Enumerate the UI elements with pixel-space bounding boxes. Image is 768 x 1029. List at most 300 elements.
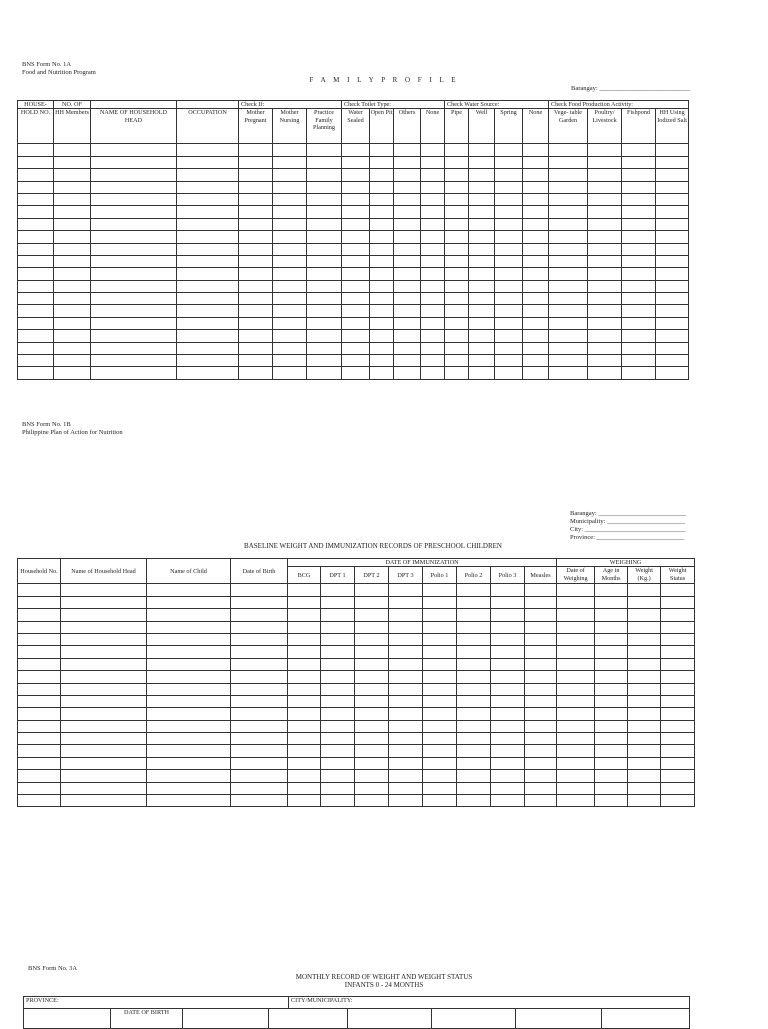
table-cell[interactable]: [370, 255, 394, 267]
table-cell[interactable]: [469, 305, 495, 317]
table-cell[interactable]: [495, 144, 523, 156]
table-cell[interactable]: [273, 367, 307, 379]
table-cell[interactable]: [307, 355, 342, 367]
table-cell[interactable]: [557, 720, 595, 732]
table-cell[interactable]: [445, 255, 469, 267]
table-cell[interactable]: [389, 633, 423, 645]
table-cell[interactable]: [469, 193, 495, 205]
table-cell[interactable]: [421, 293, 445, 305]
table-cell[interactable]: [273, 330, 307, 342]
table-cell[interactable]: [177, 293, 239, 305]
table-cell[interactable]: [423, 621, 457, 633]
table-cell[interactable]: [273, 342, 307, 354]
table-cell[interactable]: [423, 720, 457, 732]
table-cell[interactable]: [288, 671, 321, 683]
table-cell[interactable]: [622, 169, 656, 181]
table-cell[interactable]: [147, 695, 231, 707]
table-cell[interactable]: [491, 782, 525, 794]
table-cell[interactable]: [549, 231, 588, 243]
table-cell[interactable]: [495, 193, 523, 205]
table-cell[interactable]: [622, 144, 656, 156]
table-cell[interactable]: [147, 795, 231, 807]
table-cell[interactable]: [370, 169, 394, 181]
table-cell[interactable]: [421, 317, 445, 329]
table-cell[interactable]: [656, 255, 689, 267]
table-cell[interactable]: [288, 621, 321, 633]
table-cell[interactable]: [628, 584, 661, 596]
table-cell[interactable]: [457, 795, 491, 807]
table-cell[interactable]: [595, 596, 628, 608]
table-cell[interactable]: [469, 156, 495, 168]
table-cell[interactable]: [457, 708, 491, 720]
form3a-cell[interactable]: [432, 1009, 516, 1029]
table-cell[interactable]: [423, 782, 457, 794]
table-cell[interactable]: [231, 695, 288, 707]
table-cell[interactable]: [147, 633, 231, 645]
table-cell[interactable]: [557, 621, 595, 633]
table-cell[interactable]: [549, 218, 588, 230]
table-cell[interactable]: [18, 330, 54, 342]
table-cell[interactable]: [491, 720, 525, 732]
table-cell[interactable]: [394, 156, 421, 168]
table-cell[interactable]: [389, 658, 423, 670]
table-cell[interactable]: [423, 609, 457, 621]
table-cell[interactable]: [355, 695, 389, 707]
table-cell[interactable]: [661, 770, 695, 782]
table-cell[interactable]: [469, 293, 495, 305]
table-cell[interactable]: [54, 156, 91, 168]
table-cell[interactable]: [370, 342, 394, 354]
table-cell[interactable]: [18, 646, 61, 658]
table-cell[interactable]: [622, 243, 656, 255]
table-cell[interactable]: [445, 293, 469, 305]
table-cell[interactable]: [18, 181, 54, 193]
table-cell[interactable]: [273, 305, 307, 317]
table-cell[interactable]: [355, 596, 389, 608]
table-cell[interactable]: [18, 621, 61, 633]
table-cell[interactable]: [557, 609, 595, 621]
table-cell[interactable]: [389, 596, 423, 608]
table-cell[interactable]: [557, 782, 595, 794]
table-cell[interactable]: [307, 305, 342, 317]
table-cell[interactable]: [231, 671, 288, 683]
table-cell[interactable]: [61, 584, 147, 596]
table-cell[interactable]: [54, 255, 91, 267]
table-cell[interactable]: [370, 243, 394, 255]
table-cell[interactable]: [525, 695, 557, 707]
table-cell[interactable]: [525, 621, 557, 633]
table-cell[interactable]: [457, 646, 491, 658]
table-cell[interactable]: [469, 255, 495, 267]
table-cell[interactable]: [389, 609, 423, 621]
table-cell[interactable]: [54, 144, 91, 156]
table-cell[interactable]: [445, 169, 469, 181]
table-cell[interactable]: [557, 584, 595, 596]
table-cell[interactable]: [18, 243, 54, 255]
table-cell[interactable]: [321, 683, 355, 695]
table-cell[interactable]: [557, 695, 595, 707]
table-cell[interactable]: [421, 218, 445, 230]
table-cell[interactable]: [495, 255, 523, 267]
table-cell[interactable]: [523, 255, 549, 267]
table-cell[interactable]: [231, 596, 288, 608]
table-cell[interactable]: [321, 621, 355, 633]
table-cell[interactable]: [588, 317, 622, 329]
table-cell[interactable]: [342, 169, 370, 181]
table-cell[interactable]: [61, 770, 147, 782]
table-cell[interactable]: [549, 243, 588, 255]
table-cell[interactable]: [622, 330, 656, 342]
table-cell[interactable]: [423, 683, 457, 695]
table-cell[interactable]: [469, 317, 495, 329]
table-cell[interactable]: [355, 782, 389, 794]
table-cell[interactable]: [389, 782, 423, 794]
table-cell[interactable]: [394, 193, 421, 205]
table-cell[interactable]: [342, 355, 370, 367]
table-cell[interactable]: [525, 733, 557, 745]
table-cell[interactable]: [91, 367, 177, 379]
table-cell[interactable]: [495, 181, 523, 193]
table-cell[interactable]: [18, 745, 61, 757]
table-cell[interactable]: [321, 745, 355, 757]
table-cell[interactable]: [557, 708, 595, 720]
table-cell[interactable]: [423, 584, 457, 596]
table-cell[interactable]: [595, 646, 628, 658]
table-cell[interactable]: [288, 658, 321, 670]
table-cell[interactable]: [457, 720, 491, 732]
table-cell[interactable]: [91, 355, 177, 367]
table-cell[interactable]: [355, 745, 389, 757]
table-cell[interactable]: [147, 745, 231, 757]
table-cell[interactable]: [423, 695, 457, 707]
table-cell[interactable]: [656, 355, 689, 367]
table-cell[interactable]: [588, 144, 622, 156]
table-cell[interactable]: [628, 633, 661, 645]
table-cell[interactable]: [231, 584, 288, 596]
table-cell[interactable]: [239, 367, 273, 379]
table-cell[interactable]: [177, 243, 239, 255]
table-cell[interactable]: [394, 342, 421, 354]
table-cell[interactable]: [445, 330, 469, 342]
table-cell[interactable]: [239, 243, 273, 255]
table-cell[interactable]: [321, 658, 355, 670]
table-cell[interactable]: [445, 280, 469, 292]
table-cell[interactable]: [557, 770, 595, 782]
table-cell[interactable]: [656, 317, 689, 329]
table-cell[interactable]: [595, 621, 628, 633]
table-cell[interactable]: [389, 683, 423, 695]
table-cell[interactable]: [557, 683, 595, 695]
table-cell[interactable]: [628, 757, 661, 769]
table-cell[interactable]: [147, 621, 231, 633]
table-cell[interactable]: [661, 683, 695, 695]
table-cell[interactable]: [288, 695, 321, 707]
table-cell[interactable]: [288, 757, 321, 769]
table-cell[interactable]: [321, 609, 355, 621]
table-cell[interactable]: [91, 330, 177, 342]
table-cell[interactable]: [595, 708, 628, 720]
table-cell[interactable]: [307, 243, 342, 255]
table-cell[interactable]: [495, 268, 523, 280]
table-cell[interactable]: [91, 144, 177, 156]
table-cell[interactable]: [457, 596, 491, 608]
table-cell[interactable]: [177, 218, 239, 230]
table-cell[interactable]: [342, 317, 370, 329]
table-cell[interactable]: [491, 596, 525, 608]
table-cell[interactable]: [423, 795, 457, 807]
table-cell[interactable]: [54, 231, 91, 243]
table-cell[interactable]: [342, 293, 370, 305]
table-cell[interactable]: [525, 609, 557, 621]
table-cell[interactable]: [421, 280, 445, 292]
table-cell[interactable]: [661, 646, 695, 658]
table-cell[interactable]: [421, 243, 445, 255]
table-cell[interactable]: [445, 193, 469, 205]
table-cell[interactable]: [557, 633, 595, 645]
table-cell[interactable]: [307, 255, 342, 267]
table-cell[interactable]: [523, 144, 549, 156]
table-cell[interactable]: [231, 733, 288, 745]
table-cell[interactable]: [18, 255, 54, 267]
table-cell[interactable]: [54, 330, 91, 342]
table-cell[interactable]: [628, 770, 661, 782]
table-cell[interactable]: [457, 757, 491, 769]
table-cell[interactable]: [231, 782, 288, 794]
table-cell[interactable]: [307, 218, 342, 230]
table-cell[interactable]: [288, 745, 321, 757]
table-cell[interactable]: [523, 231, 549, 243]
table-cell[interactable]: [588, 355, 622, 367]
table-cell[interactable]: [445, 317, 469, 329]
table-cell[interactable]: [389, 695, 423, 707]
table-cell[interactable]: [18, 757, 61, 769]
table-cell[interactable]: [549, 193, 588, 205]
table-cell[interactable]: [91, 218, 177, 230]
table-cell[interactable]: [557, 795, 595, 807]
table-cell[interactable]: [457, 621, 491, 633]
table-cell[interactable]: [525, 671, 557, 683]
table-cell[interactable]: [588, 268, 622, 280]
table-cell[interactable]: [394, 243, 421, 255]
table-cell[interactable]: [231, 757, 288, 769]
table-cell[interactable]: [177, 144, 239, 156]
table-cell[interactable]: [622, 317, 656, 329]
table-cell[interactable]: [469, 367, 495, 379]
table-cell[interactable]: [18, 708, 61, 720]
table-cell[interactable]: [523, 330, 549, 342]
table-cell[interactable]: [421, 231, 445, 243]
table-cell[interactable]: [588, 255, 622, 267]
table-cell[interactable]: [370, 293, 394, 305]
table-cell[interactable]: [273, 317, 307, 329]
table-cell[interactable]: [147, 609, 231, 621]
table-cell[interactable]: [18, 169, 54, 181]
table-cell[interactable]: [622, 367, 656, 379]
table-cell[interactable]: [588, 367, 622, 379]
table-cell[interactable]: [421, 367, 445, 379]
table-cell[interactable]: [491, 584, 525, 596]
table-cell[interactable]: [595, 745, 628, 757]
table-cell[interactable]: [321, 695, 355, 707]
table-cell[interactable]: [656, 243, 689, 255]
table-cell[interactable]: [495, 280, 523, 292]
table-cell[interactable]: [549, 255, 588, 267]
table-cell[interactable]: [321, 584, 355, 596]
table-cell[interactable]: [549, 293, 588, 305]
table-cell[interactable]: [588, 193, 622, 205]
table-cell[interactable]: [370, 367, 394, 379]
table-cell[interactable]: [91, 255, 177, 267]
table-cell[interactable]: [588, 293, 622, 305]
table-cell[interactable]: [61, 596, 147, 608]
table-cell[interactable]: [421, 305, 445, 317]
table-cell[interactable]: [491, 695, 525, 707]
table-cell[interactable]: [423, 633, 457, 645]
table-cell[interactable]: [307, 169, 342, 181]
table-cell[interactable]: [389, 770, 423, 782]
table-cell[interactable]: [656, 280, 689, 292]
table-cell[interactable]: [273, 169, 307, 181]
table-cell[interactable]: [342, 181, 370, 193]
table-cell[interactable]: [54, 317, 91, 329]
table-cell[interactable]: [595, 584, 628, 596]
table-cell[interactable]: [370, 206, 394, 218]
table-cell[interactable]: [321, 757, 355, 769]
table-cell[interactable]: [177, 231, 239, 243]
table-cell[interactable]: [557, 745, 595, 757]
table-cell[interactable]: [239, 231, 273, 243]
table-cell[interactable]: [445, 367, 469, 379]
table-cell[interactable]: [525, 633, 557, 645]
table-cell[interactable]: [54, 342, 91, 354]
table-cell[interactable]: [523, 156, 549, 168]
table-cell[interactable]: [469, 218, 495, 230]
table-cell[interactable]: [423, 733, 457, 745]
table-cell[interactable]: [525, 782, 557, 794]
table-cell[interactable]: [661, 658, 695, 670]
form3a-cell[interactable]: [24, 1009, 111, 1029]
table-cell[interactable]: [445, 218, 469, 230]
table-cell[interactable]: [595, 733, 628, 745]
table-cell[interactable]: [61, 633, 147, 645]
table-cell[interactable]: [18, 733, 61, 745]
table-cell[interactable]: [525, 683, 557, 695]
table-cell[interactable]: [54, 243, 91, 255]
table-cell[interactable]: [355, 609, 389, 621]
table-cell[interactable]: [457, 671, 491, 683]
table-cell[interactable]: [288, 596, 321, 608]
table-cell[interactable]: [18, 293, 54, 305]
table-cell[interactable]: [549, 330, 588, 342]
table-cell[interactable]: [273, 193, 307, 205]
table-cell[interactable]: [239, 268, 273, 280]
table-cell[interactable]: [91, 293, 177, 305]
table-cell[interactable]: [61, 782, 147, 794]
table-cell[interactable]: [239, 144, 273, 156]
table-cell[interactable]: [61, 671, 147, 683]
table-cell[interactable]: [445, 305, 469, 317]
table-cell[interactable]: [549, 181, 588, 193]
table-cell[interactable]: [421, 181, 445, 193]
table-cell[interactable]: [273, 243, 307, 255]
table-cell[interactable]: [491, 770, 525, 782]
table-cell[interactable]: [622, 293, 656, 305]
table-cell[interactable]: [549, 169, 588, 181]
table-cell[interactable]: [18, 596, 61, 608]
table-cell[interactable]: [389, 757, 423, 769]
table-cell[interactable]: [273, 293, 307, 305]
table-cell[interactable]: [355, 683, 389, 695]
table-cell[interactable]: [389, 745, 423, 757]
table-cell[interactable]: [288, 733, 321, 745]
table-cell[interactable]: [342, 342, 370, 354]
table-cell[interactable]: [421, 156, 445, 168]
table-cell[interactable]: [423, 596, 457, 608]
table-cell[interactable]: [91, 268, 177, 280]
table-cell[interactable]: [661, 671, 695, 683]
table-cell[interactable]: [661, 745, 695, 757]
table-cell[interactable]: [491, 658, 525, 670]
table-cell[interactable]: [307, 206, 342, 218]
table-cell[interactable]: [421, 169, 445, 181]
table-cell[interactable]: [307, 268, 342, 280]
table-cell[interactable]: [273, 231, 307, 243]
table-cell[interactable]: [595, 770, 628, 782]
table-cell[interactable]: [523, 342, 549, 354]
table-cell[interactable]: [54, 280, 91, 292]
table-cell[interactable]: [394, 280, 421, 292]
table-cell[interactable]: [588, 330, 622, 342]
table-cell[interactable]: [469, 330, 495, 342]
table-cell[interactable]: [394, 293, 421, 305]
table-cell[interactable]: [61, 658, 147, 670]
table-cell[interactable]: [147, 770, 231, 782]
table-cell[interactable]: [239, 169, 273, 181]
table-cell[interactable]: [423, 671, 457, 683]
table-cell[interactable]: [525, 770, 557, 782]
table-cell[interactable]: [491, 708, 525, 720]
table-cell[interactable]: [469, 169, 495, 181]
table-cell[interactable]: [656, 367, 689, 379]
table-cell[interactable]: [491, 609, 525, 621]
table-cell[interactable]: [525, 658, 557, 670]
table-cell[interactable]: [661, 695, 695, 707]
table-cell[interactable]: [321, 720, 355, 732]
table-cell[interactable]: [239, 342, 273, 354]
table-cell[interactable]: [54, 193, 91, 205]
table-cell[interactable]: [18, 355, 54, 367]
table-cell[interactable]: [394, 181, 421, 193]
table-cell[interactable]: [307, 156, 342, 168]
table-cell[interactable]: [661, 782, 695, 794]
table-cell[interactable]: [394, 218, 421, 230]
table-cell[interactable]: [18, 144, 54, 156]
table-cell[interactable]: [394, 317, 421, 329]
table-cell[interactable]: [656, 293, 689, 305]
table-cell[interactable]: [495, 231, 523, 243]
table-cell[interactable]: [370, 317, 394, 329]
table-cell[interactable]: [457, 733, 491, 745]
table-cell[interactable]: [588, 169, 622, 181]
table-cell[interactable]: [355, 733, 389, 745]
table-cell[interactable]: [147, 671, 231, 683]
table-cell[interactable]: [288, 584, 321, 596]
table-cell[interactable]: [549, 268, 588, 280]
table-cell[interactable]: [273, 255, 307, 267]
table-cell[interactable]: [231, 646, 288, 658]
table-cell[interactable]: [622, 280, 656, 292]
table-cell[interactable]: [656, 342, 689, 354]
